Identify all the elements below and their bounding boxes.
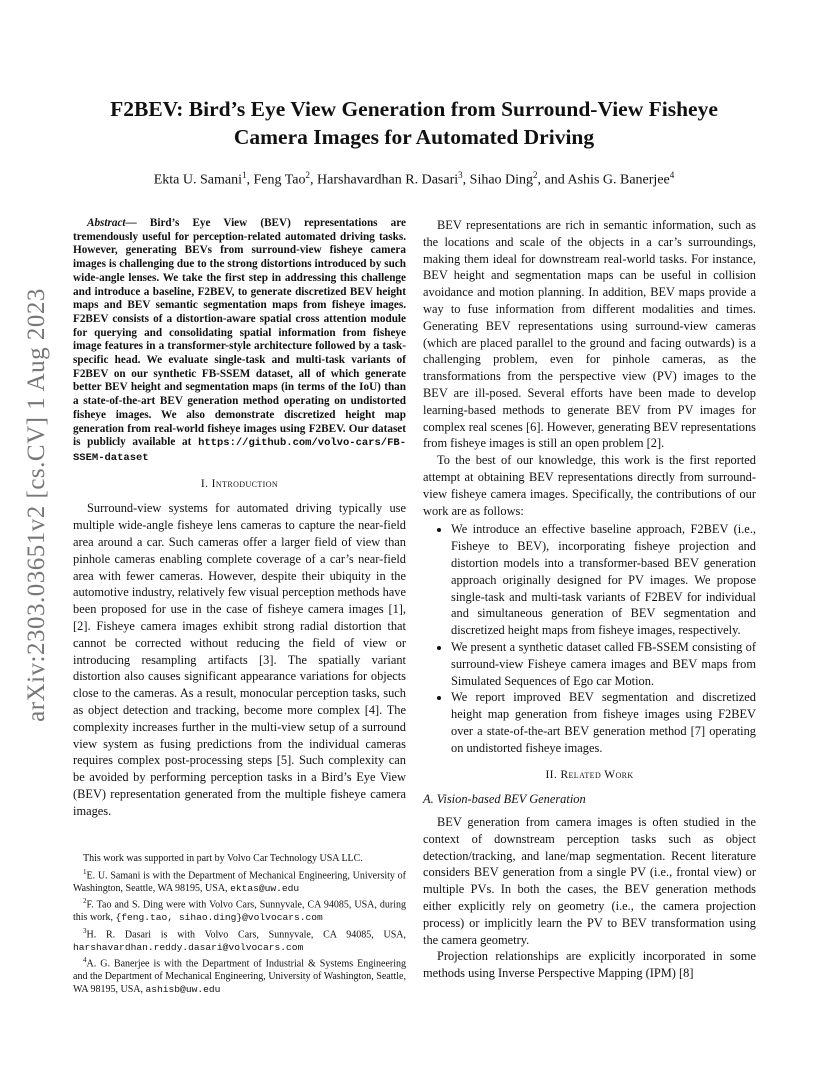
arxiv-identifier: arXiv:2303.03651v2 [cs.CV] 1 Aug 2023	[23, 288, 50, 722]
body-paragraph: BEV generation from camera images is often studied in the context of downstream perception tasks such as object detection/tracking, and lane/map segmentation. Recent literature considers BEV generation from a single PV (i.e., frontal view) or multiple PVs. In both the cases, the BEV generation methods either explicitly rely on geometry (i.e., the camera projection process) or implicitly learn the PV to BEV transformation using the camera geometry.	[423, 815, 756, 947]
body-paragraph: BEV representations are rich in semantic information, such as the locations and scale of the objects in a car’s surroundings, making them ideal for downstream real-world tasks. For instance, BEV height and segmentation maps can be useful in collision avoidance and motion planning. In addition, BEV maps provide a way to fuse information from different modalities and times. Generating BEV representations using surround-view cameras (which are placed parallel to the ground and facing outwards) is a challenging problem, even for pinhole cameras, as the transformations from the perspective view (PV) images to the BEV are ill-posed. Several efforts have been made to develop learning-based methods to generate BEV from PV images for complex real scenes [6]. However, generating BEV representations from fisheye images is still an open problem [2].	[423, 218, 756, 451]
list-item: • We introduce an effective baseline approach, F2BEV (i.e., Fisheye to BEV), incorporating fisheye projection and distortion models into a transformer-based BEV generation approach originally designed for PV images. We propose single-task and multi-task variants of F2BEV for individual and simultaneous generation of BEV segmentation and discretized height maps from fisheye images, respectively.	[451, 521, 756, 639]
abstract: Abstract— Bird’s Eye View (BEV) representations are tremendously useful for perception-related automated driving tasks. However, generating BEVs from surround-view fisheye camera images is challenging due to the strong distortions introduced by such wide-angle lenses. We take the first step in addressing this challenge and introduce a baseline, F2BEV, to generate discretized BEV height maps and BEV semantic segmentation maps from fisheye images. F2BEV consists of a distortion-aware spatial cross attention module for querying and consolidating spatial information from fisheye image features in a transformer-style architecture followed by a task-specific head. We evaluate single-task and multi-task variants of F2BEV on our synthetic FB-SSEM dataset, all of which generate better BEV height and segmentation maps (in terms of the IoU) than a state-of-the-art BEV generation method operating on undistorted fisheye images. We also demonstrate discretized height map generation from real-world fisheye images using F2BEV. Our dataset is publicly available at https://github.com/volvo-cars/FB-SSEM-dataset	[73, 217, 406, 464]
intro-paragraph: Surround-view systems for automated driving typically use multiple wide-angle fisheye lens cameras to capture the near-field area around a car. Such cameras offer a larger field of view than pinhole cameras enabling complete coverage of a car’s near-field area with fewer cameras. However, despite their ubiquity in the automotive industry, relatively few visual perception methods have been proposed for use in the case of fisheye camera images [1], [2]. Fisheye camera images exhibit strong radial distortion that cannot be corrected without reducing the field of view or introducing resampling artifacts [3]. The spatially variant distortion also causes significant appearance variations for objects close to the cameras. As a result, monocular perception tasks, such as object detection and tracking, become more complex [4]. The complexity increases further in the multi-view setup of a surround view system as fusing predictions from the individual cameras requires complex post-processing steps [5]. Such complexity can be avoided by performing perception tasks in a Bird’s Eye View (BEV) representation generated from the multiple fisheye camera images.	[73, 501, 406, 818]
subsection-heading: A. Vision-based BEV Generation	[423, 792, 586, 807]
author-name: Sihao Ding	[469, 172, 534, 188]
footnote-support: This work was supported in part by Volvo Car Technology USA LLC.	[83, 853, 363, 864]
author-name: Feng Tao	[253, 172, 306, 188]
body-paragraph: To the best of our knowledge, this work is the first reported attempt at obtaining BEV representations directly from surround-view fisheye camera images. Specifically, the contributions of our work are as follows:	[423, 453, 756, 518]
footnote-2: $^2$F. Tao and S. Ding were with Volvo Cars, Sunnyvale, CA 94085, USA, during this work, {feng.tao, sihao.ding}@volvocars.com	[73, 897, 406, 924]
section-heading-introduction: I. Introduction	[200, 477, 279, 490]
author-name: Ashis G. Banerjee	[567, 172, 670, 188]
list-item: • We report improved BEV segmentation and discretized height map generation from fisheye images using F2BEV over a state-of-the-art BEV generation method [7] operating on undistorted fisheye images.	[451, 689, 756, 756]
author-name: Ekta U. Samani	[153, 172, 242, 188]
footnote-4: $^4$A. G. Banerjee is with the Department of Industrial & Systems Engineering and the Department of Mechanical Engineering, University of Washington, Seattle, WA 98195, USA, ashisb@uw.edu	[73, 956, 406, 995]
footnote-3: $^3$H. R. Dasari is with Volvo Cars, Sunnyvale, CA 94085, USA, harshavardhan.reddy.dasari@volvocars.com	[73, 926, 406, 953]
section-heading-related-work: II. Related Work	[545, 768, 634, 781]
author-name: Harshavardhan R. Dasari	[317, 172, 459, 188]
body-paragraph: Projection relationships are explicitly incorporated in some methods using Inverse Perspective Mapping (IPM) [8]	[423, 949, 756, 981]
right-column	[423, 217, 756, 982]
paper-title: F2BEV: Bird’s Eye View Generation from Surround-View Fisheye Camera Images for Automated Driving	[110, 97, 718, 149]
author-list: Ekta U. Samani$^1$, Feng Tao$^2$, Harshavardhan R. Dasari$^3$, Sihao Ding$^2$, and Ashis G. Banerjee$^4$	[153, 170, 675, 188]
contribution-list	[423, 521, 756, 756]
list-item: • We present a synthetic dataset called FB-SSEM consisting of surround-view Fisheye camera images and BEV maps from Simulated Sequences of Ego car Motion.	[451, 639, 756, 689]
left-column	[73, 217, 406, 820]
dataset-url[interactable]: https://github.com/volvo-cars/FB-SSEM-dataset	[73, 437, 406, 464]
footnote-1: $^1$E. U. Samani is with the Department of Mechanical Engineering, University of Washington, Seattle, WA 98195, USA, ektas@uw.edu	[73, 867, 406, 894]
footnotes	[73, 853, 406, 996]
